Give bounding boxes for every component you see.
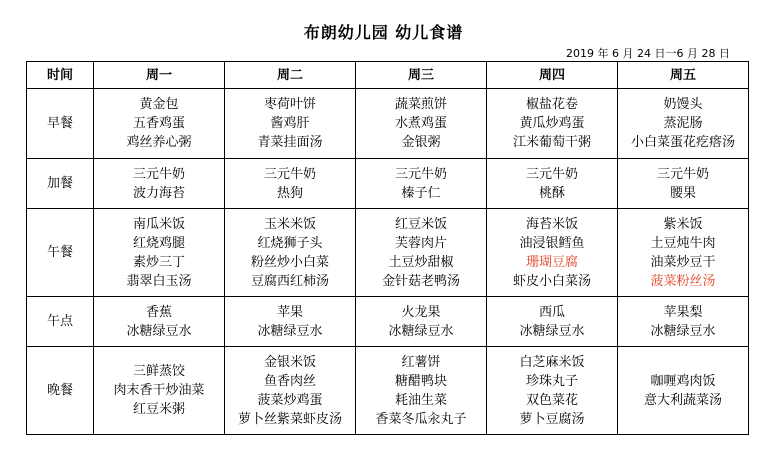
- dish: 白芝麻米饭: [519, 354, 585, 370]
- dish: 耗油生菜: [394, 392, 447, 408]
- menu-cell: [356, 297, 487, 347]
- dish: 红烧狮子头: [257, 235, 323, 251]
- menu-cell: [225, 159, 356, 209]
- dish-highlighted: 菠菜粉丝汤: [650, 273, 716, 289]
- day-header-tue: 周二: [225, 62, 356, 89]
- dish: 波力海苔: [132, 185, 185, 201]
- dish: 肉末香干炒油菜: [113, 383, 205, 398]
- dish: 香蕉: [145, 304, 172, 320]
- header-row: [27, 62, 749, 89]
- menu-cell: [356, 89, 487, 159]
- dish: 三元牛奶: [394, 166, 447, 182]
- menu-cell: [487, 347, 618, 435]
- dish: 萝卜豆腐汤: [519, 411, 585, 427]
- dish: 冰糖绿豆水: [388, 323, 454, 339]
- dish: 冰糖绿豆水: [257, 323, 323, 339]
- menu-cell: [356, 347, 487, 435]
- dish: 冰糖绿豆水: [519, 323, 585, 339]
- menu-cell: [487, 297, 618, 347]
- dish: 金银米饭: [263, 354, 316, 370]
- dish: 桃酥: [538, 185, 565, 201]
- menu-cell: [618, 347, 749, 435]
- dish: 红豆米粥: [132, 402, 185, 417]
- dish: 枣荷叶饼: [263, 97, 316, 112]
- meal-row-dinner: [27, 347, 749, 435]
- dish: 青菜挂面汤: [257, 135, 323, 150]
- dish: 红豆米饭: [394, 216, 447, 232]
- date-range: 2019 年 6 月 24 日一6 月 28 日: [566, 47, 730, 60]
- dish: 蒸泥肠: [663, 116, 703, 131]
- meal-label: 早餐: [27, 89, 94, 159]
- dish: 金针菇老鸭汤: [381, 273, 460, 289]
- dish: 苹果梨: [663, 304, 703, 320]
- dish: 菠菜炒鸡蛋: [257, 392, 323, 408]
- menu-cell: [618, 297, 749, 347]
- dish: 油菜炒豆干: [650, 254, 716, 270]
- dish: 翡翠白玉汤: [126, 273, 192, 289]
- menu-cell: [94, 347, 225, 435]
- dish: 三元牛奶: [263, 166, 316, 182]
- menu-cell: [225, 297, 356, 347]
- meal-label: 晚餐: [27, 347, 94, 435]
- menu-table: [26, 61, 749, 435]
- dish: 小白菜蛋花疙瘩汤: [630, 135, 735, 150]
- meal-row-snack-pm: [27, 297, 749, 347]
- meal-label: 午餐: [27, 209, 94, 297]
- dish: 三元牛奶: [656, 166, 709, 182]
- menu-cell: [94, 89, 225, 159]
- dish: 素炒三丁: [132, 254, 185, 270]
- menu-cell: [356, 209, 487, 297]
- dish: 海苔米饭: [525, 216, 578, 232]
- dish: 玉米米饭: [263, 216, 316, 232]
- dish: 椒盐花卷: [525, 97, 578, 112]
- dish: 粉丝炒小白菜: [250, 254, 329, 270]
- dish: 红薯饼: [401, 354, 441, 370]
- meal-row-breakfast: [27, 89, 749, 159]
- dish: 苹果: [276, 304, 303, 320]
- dish: 三元牛奶: [525, 166, 578, 182]
- dish: 意大利蔬菜汤: [643, 392, 722, 408]
- dish: 奶馒头: [663, 97, 703, 112]
- dish: 红烧鸡腿: [132, 235, 185, 251]
- dish: 南瓜米饭: [132, 216, 185, 232]
- dish: 黄瓜炒鸡蛋: [519, 116, 585, 131]
- dish: 紫米饭: [663, 216, 703, 232]
- dish: 冰糖绿豆水: [126, 323, 192, 339]
- dish: 榛子仁: [401, 185, 441, 201]
- day-header-wed: 周三: [356, 62, 487, 89]
- menu-cell: [94, 159, 225, 209]
- meal-row-lunch: [27, 209, 749, 297]
- dish: 水煮鸡蛋: [394, 116, 447, 131]
- dish: 油浸银鳕鱼: [519, 235, 585, 251]
- dish: 豆腐西红柿汤: [250, 273, 329, 289]
- menu-cell: [618, 89, 749, 159]
- dish: 虾皮小白菜汤: [512, 273, 591, 289]
- dish: 火龙果: [401, 304, 441, 320]
- dish-highlighted: 珊瑚豆腐: [525, 254, 578, 270]
- dish: 西瓜: [538, 304, 565, 320]
- time-header: 时间: [27, 62, 94, 89]
- dish: 糖醋鸭块: [394, 373, 447, 389]
- menu-cell: [487, 209, 618, 297]
- dish: 江米葡萄干粥: [512, 135, 591, 150]
- meal-label: 加餐: [27, 159, 94, 209]
- menu-cell: [356, 159, 487, 209]
- menu-cell: [487, 159, 618, 209]
- dish: 土豆炒甜椒: [388, 254, 454, 270]
- menu-cell: [487, 89, 618, 159]
- dish: 金银粥: [401, 135, 441, 150]
- dish: 冰糖绿豆水: [650, 323, 716, 339]
- menu-cell: [225, 209, 356, 297]
- dish: 咖喱鸡肉饭: [650, 373, 716, 389]
- dish: 珍珠丸子: [525, 373, 578, 389]
- dish: 黄金包: [139, 97, 179, 112]
- dish: 芙蓉肉片: [394, 235, 447, 251]
- dish: 鸡丝养心粥: [126, 135, 192, 150]
- page-title: 布朗幼儿园 幼儿食谱: [303, 23, 464, 42]
- meal-label: 午点: [27, 297, 94, 347]
- dish: 萝卜丝紫菜虾皮汤: [237, 411, 342, 427]
- dish: 蔬菜煎饼: [394, 97, 447, 112]
- day-header-fri: 周五: [618, 62, 749, 89]
- dish: 三鲜蒸饺: [132, 364, 185, 379]
- day-header-thu: 周四: [487, 62, 618, 89]
- dish: 三元牛奶: [132, 166, 185, 182]
- menu-cell: [94, 297, 225, 347]
- dish: 土豆炖牛肉: [650, 235, 716, 251]
- dish: 香菜冬瓜汆丸子: [375, 411, 467, 427]
- menu-cell: [618, 209, 749, 297]
- dish: 鱼香肉丝: [263, 373, 316, 389]
- dish: 热狗: [276, 185, 303, 201]
- meal-row-snack-am: [27, 159, 749, 209]
- dish: 腰果: [669, 185, 696, 201]
- dish: 双色菜花: [525, 392, 578, 408]
- day-header-mon: 周一: [94, 62, 225, 89]
- menu-cell: [94, 209, 225, 297]
- menu-cell: [225, 347, 356, 435]
- menu-cell: [225, 89, 356, 159]
- dish: 五香鸡蛋: [132, 116, 185, 131]
- dish: 酱鸡肝: [270, 116, 310, 131]
- menu-cell: [618, 159, 749, 209]
